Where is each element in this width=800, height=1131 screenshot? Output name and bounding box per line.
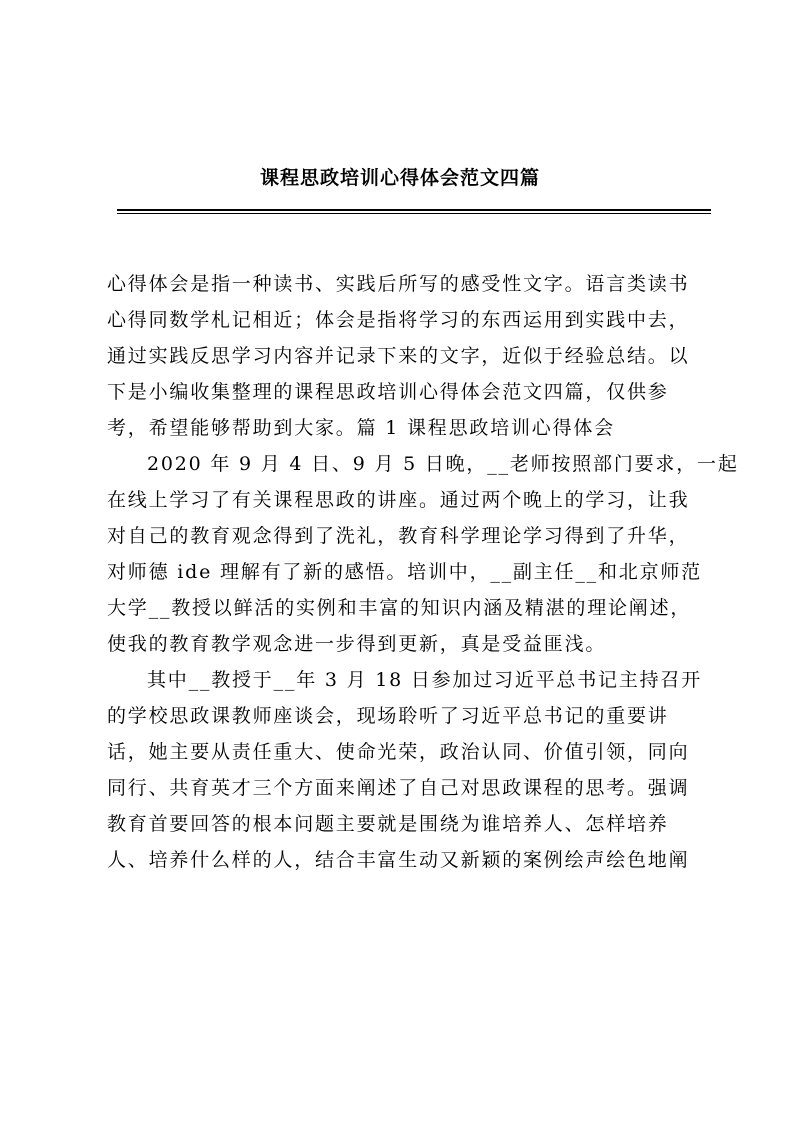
- body-line: 2020 年 9 月 4 日、9 月 5 日晚，__老师按照部门要求，一起: [147, 453, 739, 475]
- body-line: 心得同数学札记相近；体会是指将学习的东西运用到实践中去，: [107, 309, 690, 331]
- body-line: 心得体会是指一种读书、实践后所写的感受性文字。语言类读书: [107, 273, 690, 295]
- body-line: 大学__教授以鲜活的实例和丰富的知识内涵及精湛的理论阐述，: [107, 597, 692, 619]
- body-line: 话，她主要从责任重大、使命光荣，政治认同、价值引领，同向: [107, 741, 690, 763]
- body-line: 对师德 ide 理解有了新的感悟。培训中，__副主任__和北京师范: [107, 561, 702, 583]
- body-line: 下是小编收集整理的课程思政培训心得体会范文四篇，仅供参: [107, 381, 669, 403]
- body-line: 使我的教育教学观念进一步得到更新，真是受益匪浅。: [107, 633, 607, 655]
- body-line: 教育首要回答的根本问题主要就是围绕为谁培养人、怎样培养: [107, 813, 669, 835]
- body-line: 对自己的教育观念得到了洗礼，教育科学理论学习得到了升华，: [107, 525, 690, 547]
- body-line: 通过实践反思学习内容并记录下来的文字，近似于经验总结。以: [107, 345, 690, 367]
- document-body: [107, 266, 739, 878]
- body-line: 人、培养什么样的人，结合丰富生动又新颖的案例绘声绘色地阐: [107, 849, 690, 871]
- body-line: 其中__教授于__年 3 月 18 日参加过习近平总书记主持召开: [147, 669, 703, 691]
- body-line: 同行、共育英才三个方面来阐述了自己对思政课程的思考。强调: [107, 777, 690, 799]
- title-divider-thick: [117, 209, 711, 211]
- body-line: 在线上学习了有关课程思政的讲座。通过两个晚上的学习，让我: [107, 489, 690, 511]
- document-title: 课程思政培训心得体会范文四篇: [259, 167, 540, 189]
- body-line: 考，希望能够帮助到大家。篇 1 课程思政培训心得体会: [107, 417, 615, 439]
- body-line: 的学校思政课教师座谈会，现场聆听了习近平总书记的重要讲: [107, 705, 669, 727]
- title-divider-thin: [117, 213, 711, 214]
